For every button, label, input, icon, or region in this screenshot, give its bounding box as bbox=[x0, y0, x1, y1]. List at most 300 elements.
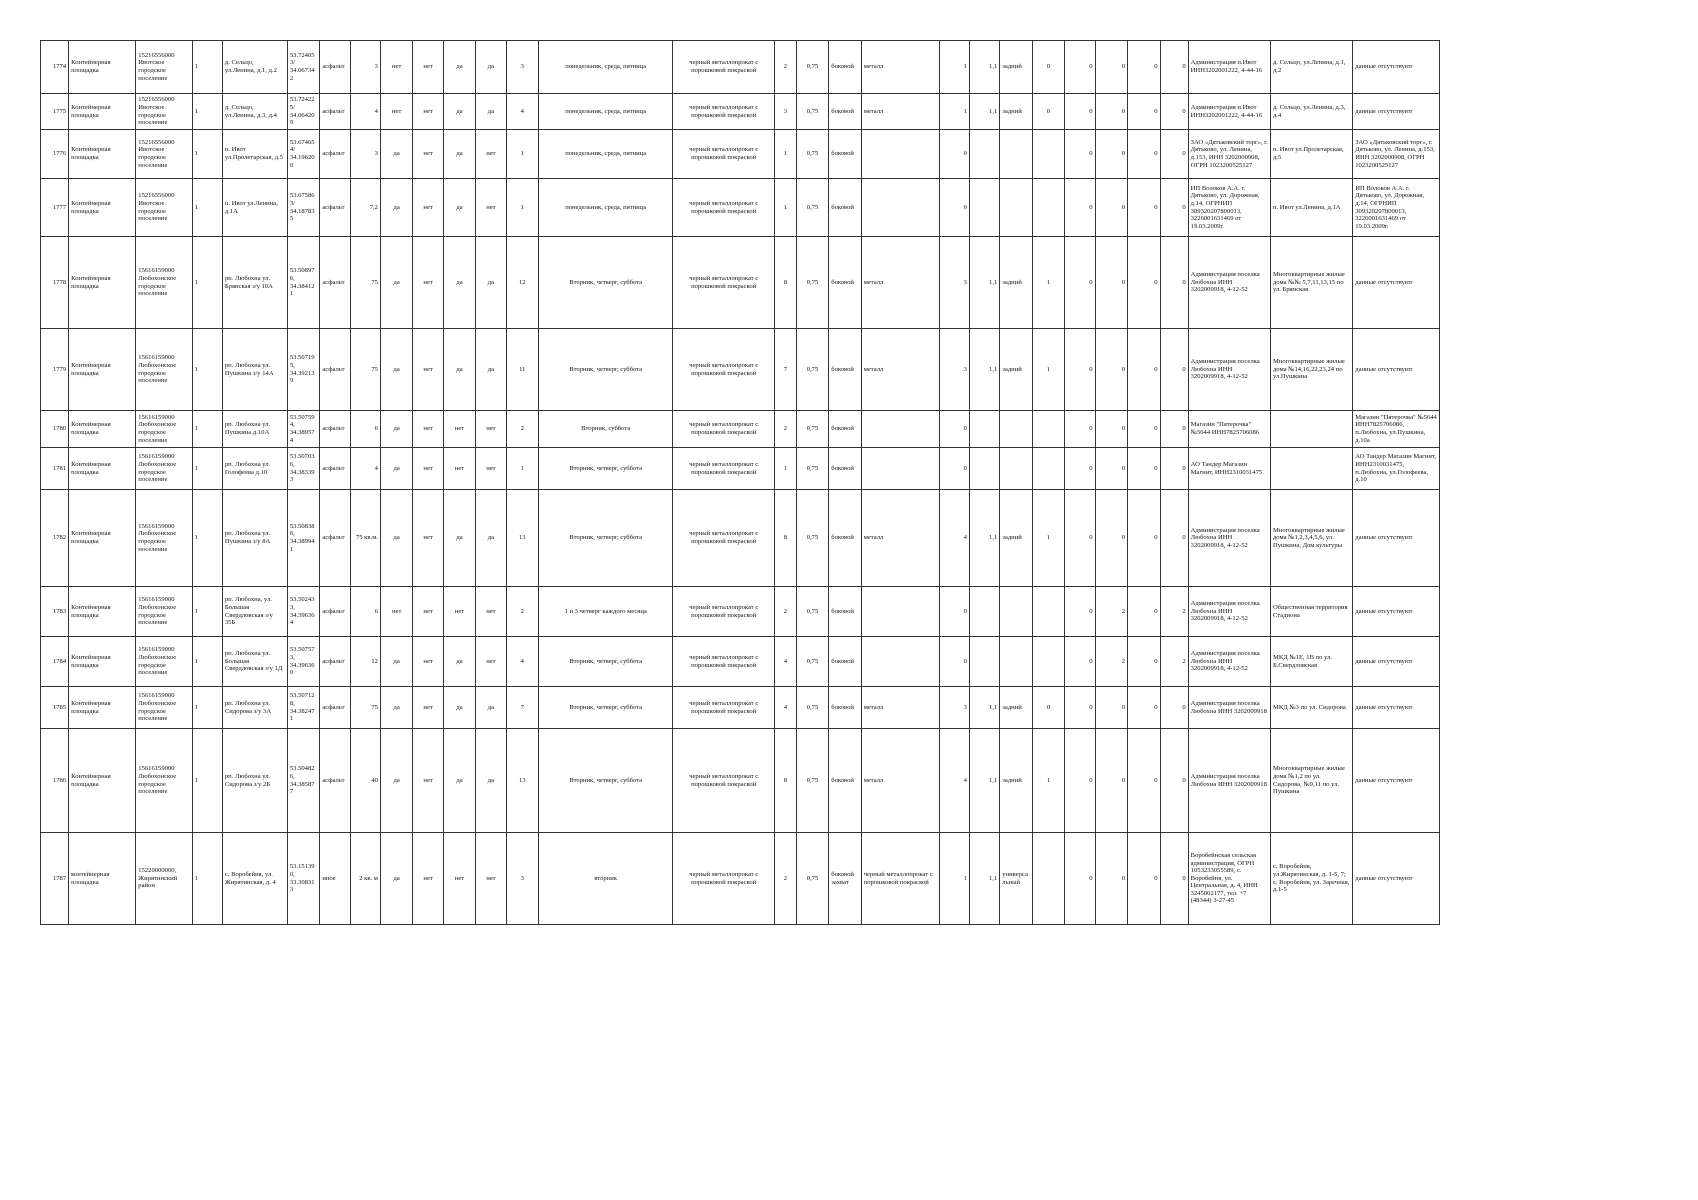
cell-c17 bbox=[861, 411, 939, 448]
cell-c3: 1 bbox=[192, 637, 222, 687]
cell-c10: нет bbox=[476, 637, 506, 687]
cell-note: данные отсутствуют bbox=[1353, 237, 1440, 329]
cell-c18: 0 bbox=[939, 448, 969, 490]
cell-schedule: Вторник, четверг, суббота bbox=[539, 729, 673, 833]
cell-source: д. Сельцо, ул.Ленина, д.3, д.4 bbox=[1270, 94, 1352, 130]
cell-okato: 15616159000 Любохонское городское поселение bbox=[136, 237, 192, 329]
cell-n: 1775 bbox=[41, 94, 69, 130]
cell-c9: да bbox=[443, 94, 475, 130]
cell-c17 bbox=[861, 637, 939, 687]
cell-c11: 1 bbox=[506, 179, 538, 237]
cell-c25: 0 bbox=[1160, 94, 1188, 130]
cell-c19 bbox=[969, 130, 999, 179]
cell-type: Контейнерная площадка bbox=[69, 94, 136, 130]
cell-okato: 15616159000 Любохонское городское поселение bbox=[136, 411, 192, 448]
cell-c14: 7 bbox=[775, 329, 797, 411]
cell-area: 75 кв.м. bbox=[350, 490, 380, 587]
cell-source: Общественная территория Стадиона bbox=[1270, 587, 1352, 637]
cell-c16: боковой bbox=[829, 587, 861, 637]
cell-c15: 0,75 bbox=[796, 490, 828, 587]
cell-schedule: Вторник, четверг, суббота bbox=[539, 448, 673, 490]
cell-c22: 0 bbox=[1065, 329, 1095, 411]
cell-addr: рп. Любохна ул. Сидорова з/у 2Б bbox=[222, 729, 287, 833]
cell-c10: да bbox=[476, 729, 506, 833]
cell-schedule: Вторник, четверг, суббота bbox=[539, 237, 673, 329]
cell-c10: нет bbox=[476, 411, 506, 448]
cell-c18: 0 bbox=[939, 587, 969, 637]
cell-material: черный металлопрокат с порошковой покраской bbox=[673, 490, 775, 587]
cell-c22: 0 bbox=[1065, 833, 1095, 925]
table-body bbox=[41, 41, 1440, 925]
cell-owner: Администрация поселка Любохна ИНН 3202009918, 4-12-52 bbox=[1188, 637, 1270, 687]
cell-owner: Администрация поселка Любохна ИНН 3202009918 bbox=[1188, 687, 1270, 729]
cell-okato: 15616159000 Любохонское городское поселение bbox=[136, 637, 192, 687]
cell-c9: да bbox=[443, 687, 475, 729]
cell-material: черный металлопрокат с порошковой покраской bbox=[673, 729, 775, 833]
cell-c21 bbox=[1032, 179, 1064, 237]
cell-c25: 0 bbox=[1160, 687, 1188, 729]
cell-cover: асфальт bbox=[320, 490, 350, 587]
table-row bbox=[41, 329, 1440, 411]
cell-c23: 0 bbox=[1095, 687, 1127, 729]
cell-c20 bbox=[1000, 130, 1032, 179]
cell-type: Контейнерная площадка bbox=[69, 41, 136, 94]
cell-schedule: понедельник, среда, пятница bbox=[539, 41, 673, 94]
cell-coords: 53.67586 3/ 34.18783 5 bbox=[287, 179, 319, 237]
cell-c23: 0 bbox=[1095, 411, 1127, 448]
cell-c9: нет bbox=[443, 448, 475, 490]
cell-c8: нет bbox=[413, 237, 443, 329]
cell-c21: 0 bbox=[1032, 687, 1064, 729]
cell-material: черный металлопрокат с порошковой покраской bbox=[673, 587, 775, 637]
cell-c9: нет bbox=[443, 833, 475, 925]
cell-c15: 0,75 bbox=[796, 448, 828, 490]
cell-c9: нет bbox=[443, 411, 475, 448]
cell-c17 bbox=[861, 587, 939, 637]
cell-c18: 1 bbox=[939, 833, 969, 925]
cell-note: ИП Волоков А.А. г. Дятьково, ул. Дорожная, д.14, ОГРНИП 309320207800013, 3226001631469 от 19.03.2009г. bbox=[1353, 179, 1440, 237]
cell-material: черный металлопрокат с порошковой покраской bbox=[673, 179, 775, 237]
cell-c16: боковой bbox=[829, 637, 861, 687]
cell-c21 bbox=[1032, 411, 1064, 448]
cell-c10: нет bbox=[476, 179, 506, 237]
cell-note: АО Тандер Магазин Магнит, ИНН2310031475, п.Любохна, ул.Голофеева, д.10 bbox=[1353, 448, 1440, 490]
cell-c24: 0 bbox=[1128, 411, 1160, 448]
cell-cover: асфальт bbox=[320, 329, 350, 411]
cell-c8: нет bbox=[413, 833, 443, 925]
cell-c9: да bbox=[443, 41, 475, 94]
cell-okato: 15616159000 Любохонское городское поселение bbox=[136, 587, 192, 637]
cell-c18: 1 bbox=[939, 41, 969, 94]
cell-c3: 1 bbox=[192, 687, 222, 729]
cell-c11: 3 bbox=[506, 833, 538, 925]
cell-c20: задний bbox=[1000, 729, 1032, 833]
cell-area: 12 bbox=[350, 637, 380, 687]
cell-okato: 15616159000 Любохонское городское поселение bbox=[136, 448, 192, 490]
cell-c3: 1 bbox=[192, 130, 222, 179]
cell-c25: 0 bbox=[1160, 833, 1188, 925]
cell-c8: нет bbox=[413, 687, 443, 729]
cell-type: Контейнерная площадка bbox=[69, 411, 136, 448]
cell-c7: нет bbox=[380, 41, 412, 94]
cell-owner: АО Тандер Магазин Магнит, ИНН2310031475 bbox=[1188, 448, 1270, 490]
table-row bbox=[41, 833, 1440, 925]
cell-source: п. Ивот ул.Пролетарская, д.5 bbox=[1270, 130, 1352, 179]
cell-c23: 0 bbox=[1095, 329, 1127, 411]
cell-okato: 15216556000 Ивотское городское поселение bbox=[136, 179, 192, 237]
cell-c24: 0 bbox=[1128, 41, 1160, 94]
cell-c15: 0,75 bbox=[796, 637, 828, 687]
cell-c18: 3 bbox=[939, 687, 969, 729]
cell-c19 bbox=[969, 637, 999, 687]
cell-okato: 15216556000 Ивотское городское поселение bbox=[136, 94, 192, 130]
cell-c17: металл bbox=[861, 94, 939, 130]
cell-c7: да bbox=[380, 833, 412, 925]
cell-c24: 0 bbox=[1128, 94, 1160, 130]
cell-area: 75 bbox=[350, 237, 380, 329]
cell-c7: нет bbox=[380, 587, 412, 637]
cell-c19: 1,1 bbox=[969, 833, 999, 925]
cell-c14: 2 bbox=[775, 833, 797, 925]
table-row bbox=[41, 490, 1440, 587]
cell-c8: нет bbox=[413, 729, 443, 833]
cell-c24: 0 bbox=[1128, 587, 1160, 637]
cell-addr: рп. Любохна ул. Пушкина з/у 14А bbox=[222, 329, 287, 411]
cell-source: Многоквартирные жилые дома №№ 5,7,11,13,15 по ул. Брянская bbox=[1270, 237, 1352, 329]
cell-c10: да bbox=[476, 329, 506, 411]
cell-addr: п. Ивот ул.Пролетарская, д.5 bbox=[222, 130, 287, 179]
cell-cover: асфальт bbox=[320, 237, 350, 329]
cell-c25: 2 bbox=[1160, 637, 1188, 687]
cell-n: 1782 bbox=[41, 490, 69, 587]
cell-cover: асфальт bbox=[320, 687, 350, 729]
cell-c16: боковой bbox=[829, 490, 861, 587]
cell-c18: 0 bbox=[939, 130, 969, 179]
cell-c11: 2 bbox=[506, 587, 538, 637]
table-row bbox=[41, 448, 1440, 490]
cell-c3: 1 bbox=[192, 329, 222, 411]
cell-c8: нет bbox=[413, 587, 443, 637]
cell-cover: асфальт bbox=[320, 41, 350, 94]
cell-material: черный металлопрокат с порошковой покраской bbox=[673, 237, 775, 329]
cell-schedule: Вторник, четверг, суббота bbox=[539, 687, 673, 729]
cell-c21 bbox=[1032, 130, 1064, 179]
cell-c15: 0,75 bbox=[796, 94, 828, 130]
cell-c24: 0 bbox=[1128, 687, 1160, 729]
cell-c3: 1 bbox=[192, 587, 222, 637]
cell-n: 1776 bbox=[41, 130, 69, 179]
cell-cover: асфальт bbox=[320, 729, 350, 833]
cell-c9: да bbox=[443, 237, 475, 329]
cell-note: данные отсутствуют bbox=[1353, 329, 1440, 411]
cell-schedule: вторник bbox=[539, 833, 673, 925]
cell-c18: 4 bbox=[939, 490, 969, 587]
cell-c20: задний bbox=[1000, 687, 1032, 729]
cell-c17: металл bbox=[861, 237, 939, 329]
cell-n: 1787 bbox=[41, 833, 69, 925]
cell-c9: да bbox=[443, 130, 475, 179]
cell-area: 6 bbox=[350, 411, 380, 448]
cell-type: Контейнерная площадка bbox=[69, 329, 136, 411]
cell-c22: 0 bbox=[1065, 729, 1095, 833]
cell-addr: рп. Любохна ул. Сидорова з/у 3А bbox=[222, 687, 287, 729]
cell-n: 1778 bbox=[41, 237, 69, 329]
cell-n: 1783 bbox=[41, 587, 69, 637]
cell-type: Контейнерная площадка bbox=[69, 637, 136, 687]
cell-c8: нет bbox=[413, 179, 443, 237]
cell-owner: Администрация п.Ивот ИНН3202001222, 4-44-16 bbox=[1188, 41, 1270, 94]
cell-coords: 53.67465 4/ 34.19620 0 bbox=[287, 130, 319, 179]
cell-owner: ИП Волоков А.А. г. Дятьково, ул. Дорожная, д.14, ОГРНИП 309320207800013, 3226001631469 от 19.03.2009г. bbox=[1188, 179, 1270, 237]
cell-c10: нет bbox=[476, 833, 506, 925]
cell-okato: 15616159000 Любохонское городское поселение bbox=[136, 687, 192, 729]
cell-c23: 0 bbox=[1095, 41, 1127, 94]
cell-c18: 4 bbox=[939, 729, 969, 833]
cell-c7: да bbox=[380, 448, 412, 490]
cell-c16: боковой захват bbox=[829, 833, 861, 925]
cell-c20: задний bbox=[1000, 237, 1032, 329]
cell-n: 1780 bbox=[41, 411, 69, 448]
cell-c11: 1 bbox=[506, 448, 538, 490]
cell-c15: 0,75 bbox=[796, 329, 828, 411]
cell-c14: 2 bbox=[775, 411, 797, 448]
cell-schedule: Вторник, четверг, суббота bbox=[539, 637, 673, 687]
cell-type: Контейнерная площадка bbox=[69, 490, 136, 587]
cell-c23: 0 bbox=[1095, 130, 1127, 179]
cell-okato: 15216556000 Ивотское городское поселение bbox=[136, 41, 192, 94]
register-sheet bbox=[40, 40, 1440, 925]
cell-note: данные отсутствуют bbox=[1353, 833, 1440, 925]
cell-c21: 1 bbox=[1032, 237, 1064, 329]
cell-source: МКД №3 по ул. Сидорова bbox=[1270, 687, 1352, 729]
cell-note: Магазин "Пятерочка" №5644 ИНН7825706086, п.Любохна, ул.Пушкина, д.10а bbox=[1353, 411, 1440, 448]
cell-c17: черный металлопрокат с порошковой покраской bbox=[861, 833, 939, 925]
cell-source: Многоквартирные жилые дома №1,2,3,4,5,6, ул. Пушкина, Дом культуры bbox=[1270, 490, 1352, 587]
cell-c19: 1,1 bbox=[969, 729, 999, 833]
cell-c23: 0 bbox=[1095, 94, 1127, 130]
cell-c22: 0 bbox=[1065, 179, 1095, 237]
table-row bbox=[41, 41, 1440, 94]
cell-cover: асфальт bbox=[320, 94, 350, 130]
cell-c8: нет bbox=[413, 94, 443, 130]
cell-c7: нет bbox=[380, 94, 412, 130]
cell-schedule: понедельник, среда, пятница bbox=[539, 130, 673, 179]
cell-c20: задний bbox=[1000, 329, 1032, 411]
cell-c16: боковой bbox=[829, 329, 861, 411]
table-row bbox=[41, 729, 1440, 833]
cell-owner: Администрация поселка Любохна ИНН 3202009918 bbox=[1188, 729, 1270, 833]
cell-c14: 1 bbox=[775, 448, 797, 490]
cell-c7: да bbox=[380, 411, 412, 448]
cell-c23: 0 bbox=[1095, 179, 1127, 237]
cell-c14: 4 bbox=[775, 687, 797, 729]
cell-c22: 0 bbox=[1065, 41, 1095, 94]
cell-note: данные отсутствуют bbox=[1353, 729, 1440, 833]
cell-type: Контейнерная площадка bbox=[69, 687, 136, 729]
cell-owner: Администрация п.Ивот ИНН3202001222, 4-44-16 bbox=[1188, 94, 1270, 130]
cell-okato: 15216556000 Ивотское городское поселение bbox=[136, 130, 192, 179]
cell-area: 3 bbox=[350, 41, 380, 94]
cell-cover: асфальт bbox=[320, 179, 350, 237]
cell-source bbox=[1270, 411, 1352, 448]
cell-c25: 0 bbox=[1160, 411, 1188, 448]
cell-material: черный металлопрокат с порошковой покраской bbox=[673, 833, 775, 925]
table-row bbox=[41, 687, 1440, 729]
cell-okato: 15616159000 Любохонское городское поселение bbox=[136, 329, 192, 411]
cell-c16: боковой bbox=[829, 411, 861, 448]
cell-owner: Администрация поселка Любохна ИНН 3202009918, 4-12-52 bbox=[1188, 587, 1270, 637]
cell-c9: да bbox=[443, 179, 475, 237]
cell-addr: рп. Любохна ул. Пушкина з/у 8А bbox=[222, 490, 287, 587]
cell-source: Многоквартирные жилые дома №1,2 по ул. Сидорова, №9,11 по ул. Пушкина bbox=[1270, 729, 1352, 833]
cell-c11: 13 bbox=[506, 729, 538, 833]
cell-c22: 0 bbox=[1065, 490, 1095, 587]
cell-c19 bbox=[969, 411, 999, 448]
table-row bbox=[41, 130, 1440, 179]
cell-note: данные отсутствуют bbox=[1353, 687, 1440, 729]
cell-area: 40 bbox=[350, 729, 380, 833]
cell-c19: 1,1 bbox=[969, 687, 999, 729]
cell-c9: да bbox=[443, 490, 475, 587]
cell-c15: 0,75 bbox=[796, 130, 828, 179]
cell-c11: 12 bbox=[506, 237, 538, 329]
cell-cover: асфальт bbox=[320, 411, 350, 448]
cell-c15: 0,75 bbox=[796, 41, 828, 94]
cell-c14: 8 bbox=[775, 237, 797, 329]
cell-c18: 3 bbox=[939, 329, 969, 411]
cell-type: Контейнерная площадка bbox=[69, 130, 136, 179]
cell-c9: нет bbox=[443, 587, 475, 637]
cell-owner: ЗАО «Дятьковский торг», г. Дятьково, ул. Ленина, д.153, ИНН 3202000908, ОГРН 1023200525127 bbox=[1188, 130, 1270, 179]
cell-c19: 1,1 bbox=[969, 490, 999, 587]
cell-schedule: понедельник, среда, пятница bbox=[539, 179, 673, 237]
cell-c16: боковой bbox=[829, 41, 861, 94]
cell-schedule: Вторник, четверг, суббота bbox=[539, 329, 673, 411]
cell-coords: 53.50719 5, 34.39213 9 bbox=[287, 329, 319, 411]
cell-type: контейнерная площадка bbox=[69, 833, 136, 925]
cell-c7: да bbox=[380, 729, 412, 833]
cell-c10: нет bbox=[476, 587, 506, 637]
cell-type: Контейнерная площадка bbox=[69, 179, 136, 237]
cell-c21: 1 bbox=[1032, 329, 1064, 411]
cell-c22: 0 bbox=[1065, 448, 1095, 490]
cell-note: ЗАО «Дятьковский торг», г. Дятьково, ул. Ленина, д.153, ИНН 3202000908, ОГРН 1023200525127 bbox=[1353, 130, 1440, 179]
cell-c18: 1 bbox=[939, 94, 969, 130]
cell-owner: Администрация поселка Любохна ИНН 3202009918, 4-12-52 bbox=[1188, 490, 1270, 587]
cell-addr: д. Сельцо, ул.Ленина, д.1, д.2 bbox=[222, 41, 287, 94]
cell-c20: задний bbox=[1000, 490, 1032, 587]
cell-c11: 4 bbox=[506, 637, 538, 687]
cell-coords: 53.50712 8, 34.38247 1 bbox=[287, 687, 319, 729]
cell-n: 1777 bbox=[41, 179, 69, 237]
cell-area: 6 bbox=[350, 587, 380, 637]
cell-c14: 2 bbox=[775, 587, 797, 637]
cell-c3: 1 bbox=[192, 490, 222, 587]
cell-area: 75 bbox=[350, 687, 380, 729]
cell-c23: 0 bbox=[1095, 237, 1127, 329]
cell-addr: рп. Любохна, ул. Большая Свердловская з/у 35Б bbox=[222, 587, 287, 637]
cell-coords: 53.50243 3, 34.39636 4 bbox=[287, 587, 319, 637]
cell-n: 1781 bbox=[41, 448, 69, 490]
cell-c10: да bbox=[476, 490, 506, 587]
cell-c24: 0 bbox=[1128, 729, 1160, 833]
cell-c7: да bbox=[380, 329, 412, 411]
cell-c10: нет bbox=[476, 448, 506, 490]
cell-c20: задний bbox=[1000, 41, 1032, 94]
cell-cover: иное bbox=[320, 833, 350, 925]
cell-c8: нет bbox=[413, 448, 443, 490]
cell-c16: боковой bbox=[829, 179, 861, 237]
cell-c9: да bbox=[443, 729, 475, 833]
cell-c21: 0 bbox=[1032, 41, 1064, 94]
cell-addr: д. Сельцо, ул.Ленина, д.3, д.4 bbox=[222, 94, 287, 130]
container-sites-table bbox=[40, 40, 1440, 925]
cell-area: 4 bbox=[350, 448, 380, 490]
cell-c10: нет bbox=[476, 130, 506, 179]
cell-c19 bbox=[969, 587, 999, 637]
cell-c21: 1 bbox=[1032, 729, 1064, 833]
cell-area: 2 кв. м bbox=[350, 833, 380, 925]
cell-c7: да bbox=[380, 179, 412, 237]
cell-c3: 1 bbox=[192, 179, 222, 237]
cell-c25: 0 bbox=[1160, 179, 1188, 237]
cell-c24: 0 bbox=[1128, 637, 1160, 687]
cell-owner: Воробейнская сельская администрация, ОГРН 1053233055589, с. Воробейня, ул. Центральная, д. 4, ИНН 3245002177, тел. +7 (48344) 3-27-45 bbox=[1188, 833, 1270, 925]
cell-c19 bbox=[969, 448, 999, 490]
cell-c21 bbox=[1032, 448, 1064, 490]
cell-c17: металл bbox=[861, 729, 939, 833]
cell-c22: 0 bbox=[1065, 94, 1095, 130]
table-row bbox=[41, 411, 1440, 448]
cell-c7: да bbox=[380, 130, 412, 179]
cell-material: черный металлопрокат с порошковой покраской bbox=[673, 687, 775, 729]
cell-c10: да bbox=[476, 237, 506, 329]
cell-c3: 1 bbox=[192, 94, 222, 130]
cell-c15: 0,75 bbox=[796, 587, 828, 637]
cell-c23: 0 bbox=[1095, 448, 1127, 490]
cell-c25: 0 bbox=[1160, 130, 1188, 179]
cell-c20: задний bbox=[1000, 94, 1032, 130]
cell-c3: 1 bbox=[192, 448, 222, 490]
cell-addr: рп. Любохна ул. Голофеева д.10 bbox=[222, 448, 287, 490]
cell-coords: 53.50897 6, 34.38412 1 bbox=[287, 237, 319, 329]
cell-c17: металл bbox=[861, 41, 939, 94]
cell-c20 bbox=[1000, 587, 1032, 637]
cell-material: черный металлопрокат с порошковой покраской bbox=[673, 94, 775, 130]
cell-c3: 1 bbox=[192, 833, 222, 925]
cell-c11: 2 bbox=[506, 411, 538, 448]
cell-n: 1779 bbox=[41, 329, 69, 411]
cell-c17 bbox=[861, 130, 939, 179]
cell-n: 1786 bbox=[41, 729, 69, 833]
cell-c19: 1,1 bbox=[969, 329, 999, 411]
cell-c22: 0 bbox=[1065, 637, 1095, 687]
cell-material: черный металлопрокат с порошковой покраской bbox=[673, 637, 775, 687]
cell-c25: 0 bbox=[1160, 329, 1188, 411]
cell-source: МКД №1Е, 1В по ул. Б.Свердловская bbox=[1270, 637, 1352, 687]
cell-c20 bbox=[1000, 179, 1032, 237]
cell-c18: 3 bbox=[939, 237, 969, 329]
cell-c21: 1 bbox=[1032, 490, 1064, 587]
cell-c22: 0 bbox=[1065, 237, 1095, 329]
cell-c10: да bbox=[476, 687, 506, 729]
cell-schedule: Вторник, четверг, суббота bbox=[539, 490, 673, 587]
cell-c23: 0 bbox=[1095, 833, 1127, 925]
cell-c14: 3 bbox=[775, 94, 797, 130]
cell-c11: 4 bbox=[506, 94, 538, 130]
cell-cover: асфальт bbox=[320, 637, 350, 687]
cell-c15: 0,75 bbox=[796, 237, 828, 329]
